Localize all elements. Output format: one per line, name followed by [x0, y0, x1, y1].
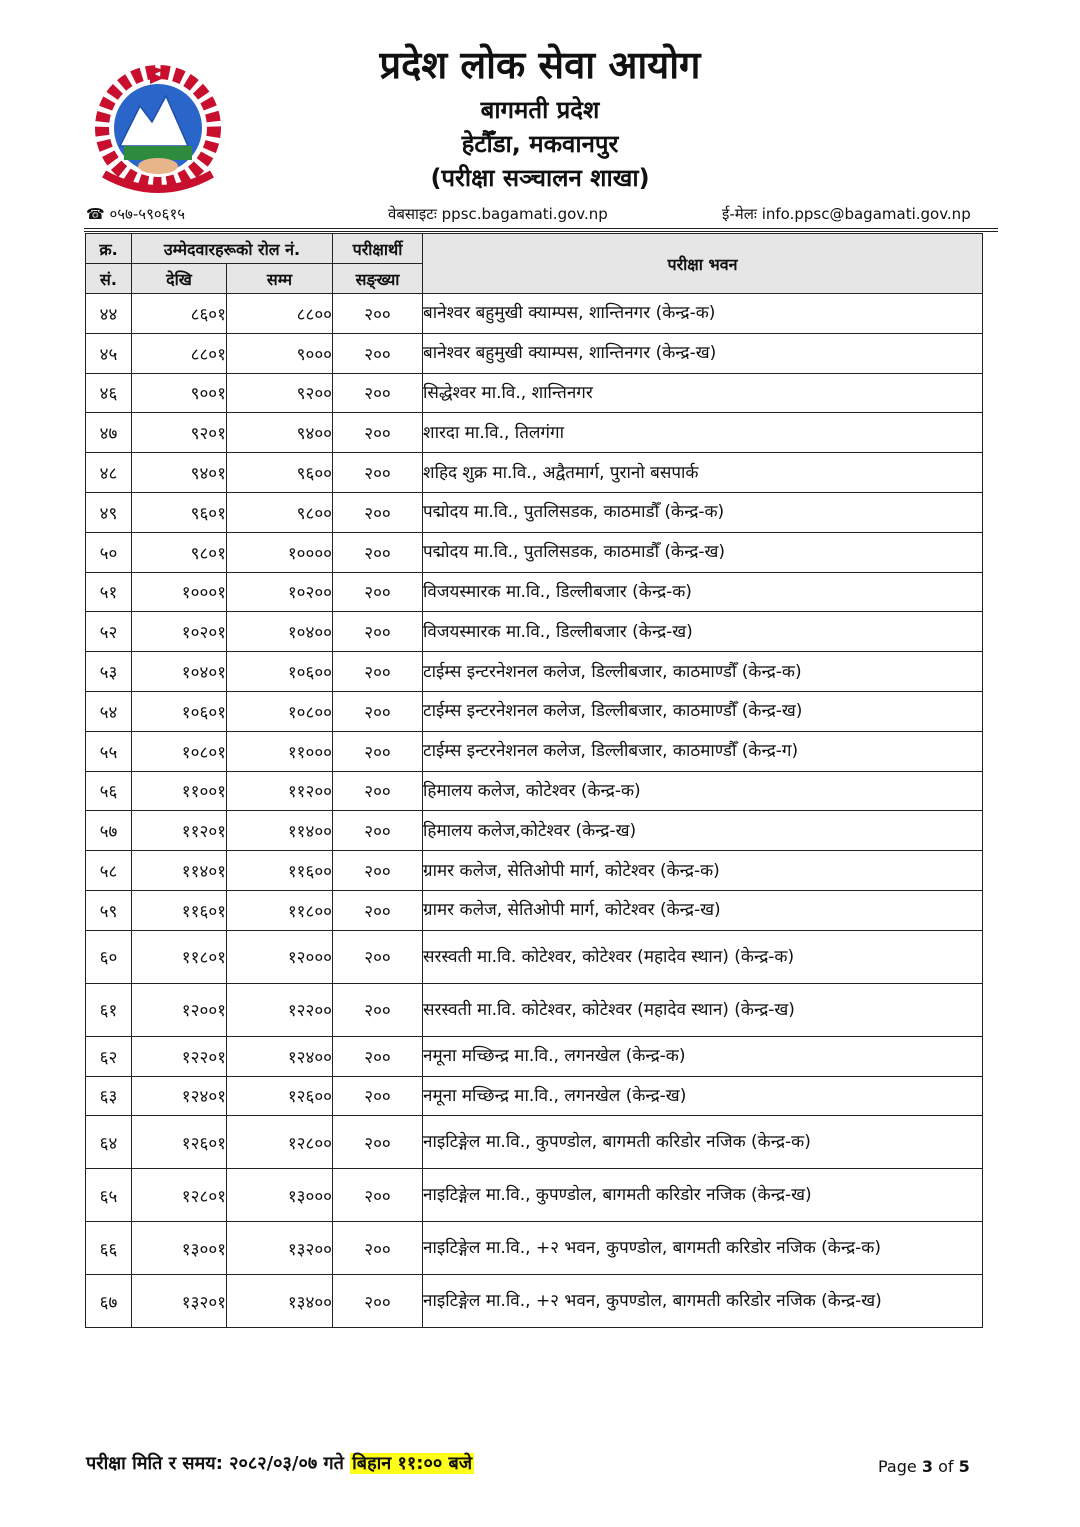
- table-row: [86, 572, 983, 612]
- row-roll-to: १०६००: [227, 652, 333, 692]
- table-row: [86, 1116, 983, 1169]
- row-venue: शहिद शुक्र मा.वि., अद्वैतमार्ग, पुरानो बसपार्क: [423, 453, 983, 493]
- row-roll-from: ११८०१: [132, 930, 227, 983]
- exam-date-label: परीक्षा मिति र समय: २०८२/०३/०७ गते: [86, 1453, 344, 1474]
- row-venue: बानेश्वर बहुमुखी क्याम्पस, शान्तिनगर (केन्द्र-क): [423, 294, 983, 334]
- row-venue: नमूना मच्छिन्द्र मा.वि., लगनखेल (केन्द्र-ख): [423, 1076, 983, 1116]
- row-roll-from: १२४०१: [132, 1076, 227, 1116]
- row-count: २००: [333, 532, 423, 572]
- row-sn: ६२: [86, 1036, 132, 1076]
- row-sn: ५२: [86, 612, 132, 652]
- row-roll-to: ११०००: [227, 731, 333, 771]
- page-word: Page: [878, 1457, 917, 1476]
- row-venue: सिद्धेश्वर मा.वि., शान्तिनगर: [423, 373, 983, 413]
- row-roll-from: १०८०१: [132, 731, 227, 771]
- exam-time-highlight: बिहान ११:०० बजे: [352, 1453, 473, 1474]
- row-roll-from: १२००१: [132, 983, 227, 1036]
- row-count: २००: [333, 413, 423, 453]
- table-row: [86, 373, 983, 413]
- row-sn: ६३: [86, 1076, 132, 1116]
- row-roll-to: १३२००: [227, 1222, 333, 1275]
- table-row: [86, 890, 983, 930]
- row-roll-from: ११२०१: [132, 811, 227, 851]
- table-row: [86, 294, 983, 334]
- row-roll-to: १२६००: [227, 1076, 333, 1116]
- page-of: of: [938, 1457, 954, 1476]
- table-row: [86, 1036, 983, 1076]
- row-count: २००: [333, 373, 423, 413]
- row-sn: ५३: [86, 652, 132, 692]
- row-sn: ४५: [86, 333, 132, 373]
- row-venue: विजयस्मारक मा.वि., डिल्लीबजार (केन्द्र-क): [423, 572, 983, 612]
- row-roll-from: ८६०१: [132, 294, 227, 334]
- row-roll-to: ९०००: [227, 333, 333, 373]
- row-venue: हिमालय कलेज, कोटेश्वर (केन्द्र-क): [423, 771, 983, 811]
- row-count: २००: [333, 612, 423, 652]
- row-venue: बानेश्वर बहुमुखी क्याम्पस, शान्तिनगर (केन्द्र-ख): [423, 333, 983, 373]
- row-count: २००: [333, 1036, 423, 1076]
- row-venue: नाइटिङ्गेल मा.वि., कुपण्डोल, बागमती करिडोर नजिक (केन्द्र-क): [423, 1116, 983, 1169]
- page-indicator: [878, 1456, 970, 1478]
- header-divider: [84, 228, 998, 232]
- row-count: २००: [333, 1222, 423, 1275]
- row-sn: ६५: [86, 1169, 132, 1222]
- row-roll-from: ११००१: [132, 771, 227, 811]
- row-count: २००: [333, 890, 423, 930]
- row-count: २००: [333, 1169, 423, 1222]
- row-roll-to: ९४००: [227, 413, 333, 453]
- section-name: (परीक्षा सञ्चालन शाखा): [430, 164, 650, 192]
- row-sn: ५७: [86, 811, 132, 851]
- row-sn: ४४: [86, 294, 132, 334]
- row-venue: टाईम्स इन्टरनेशनल कलेज, डिल्लीबजार, काठमाण्डौँ (केन्द्र-ग): [423, 731, 983, 771]
- row-count: २००: [333, 811, 423, 851]
- table-row: [86, 413, 983, 453]
- row-venue: टाईम्स इन्टरनेशनल कलेज, डिल्लीबजार, काठमाण्डौँ (केन्द्र-ख): [423, 691, 983, 731]
- row-sn: ४७: [86, 413, 132, 453]
- row-sn: ६०: [86, 930, 132, 983]
- row-sn: ६६: [86, 1222, 132, 1275]
- row-count: २००: [333, 1116, 423, 1169]
- phone-number: ☎ ०५७-५९०६१५: [86, 205, 186, 223]
- table-row: [86, 811, 983, 851]
- row-venue: सरस्वती मा.वि. कोटेश्वर, कोटेश्वर (महादेव स्थान) (केन्द्र-क): [423, 930, 983, 983]
- row-sn: ६१: [86, 983, 132, 1036]
- table-row: [86, 851, 983, 891]
- row-count: २००: [333, 1076, 423, 1116]
- table-row: [86, 1275, 983, 1328]
- row-roll-to: ९८००: [227, 492, 333, 532]
- row-roll-to: १००००: [227, 532, 333, 572]
- row-roll-from: ८८०१: [132, 333, 227, 373]
- row-roll-to: १३०००: [227, 1169, 333, 1222]
- header-count: परीक्षार्थी: [333, 234, 423, 264]
- email-text: ई-मेलः info.ppsc@bagamati.gov.np: [722, 205, 971, 223]
- row-sn: ५९: [86, 890, 132, 930]
- row-roll-from: ९४०१: [132, 453, 227, 493]
- header-sn-2: सं.: [86, 264, 132, 294]
- header-venue: परीक्षा भवन: [423, 234, 983, 294]
- row-roll-to: ८८००: [227, 294, 333, 334]
- table-row: [86, 1169, 983, 1222]
- table-row: [86, 731, 983, 771]
- row-roll-from: १०४०१: [132, 652, 227, 692]
- table-row: [86, 612, 983, 652]
- website-text: वेबसाइटः ppsc.bagamati.gov.np: [388, 205, 608, 223]
- table-row: [86, 453, 983, 493]
- row-venue: विजयस्मारक मा.वि., डिल्लीबजार (केन्द्र-ख): [423, 612, 983, 652]
- row-count: २००: [333, 930, 423, 983]
- row-sn: ६७: [86, 1275, 132, 1328]
- row-roll-to: ९६००: [227, 453, 333, 493]
- row-sn: ५४: [86, 691, 132, 731]
- exam-date-time: [86, 1450, 474, 1478]
- row-count: २००: [333, 771, 423, 811]
- row-venue: हिमालय कलेज,कोटेश्वर (केन्द्र-ख): [423, 811, 983, 851]
- row-roll-to: ११४००: [227, 811, 333, 851]
- row-venue: नमूना मच्छिन्द्र मा.वि., लगनखेल (केन्द्र-क): [423, 1036, 983, 1076]
- row-venue: नाइटिङ्गेल मा.वि., +२ भवन, कुपण्डोल, बागमती करिडोर नजिक (केन्द्र-ख): [423, 1275, 983, 1328]
- row-sn: ६४: [86, 1116, 132, 1169]
- row-roll-from: १२८०१: [132, 1169, 227, 1222]
- table-row: [86, 930, 983, 983]
- row-roll-to: ११२००: [227, 771, 333, 811]
- row-roll-to: १२४००: [227, 1036, 333, 1076]
- header-roll: उम्मेदवारहरूको रोल नं.: [132, 234, 333, 264]
- table-row: [86, 1076, 983, 1116]
- header-to: सम्म: [227, 264, 333, 294]
- row-venue: शारदा मा.वि., तिलगंगा: [423, 413, 983, 453]
- table-row: [86, 333, 983, 373]
- row-roll-from: ११६०१: [132, 890, 227, 930]
- row-count: २००: [333, 492, 423, 532]
- row-roll-to: ९२००: [227, 373, 333, 413]
- row-count: २००: [333, 294, 423, 334]
- table-row: [86, 691, 983, 731]
- row-roll-from: ९२०१: [132, 413, 227, 453]
- row-roll-from: १०२०१: [132, 612, 227, 652]
- row-roll-from: १३२०१: [132, 1275, 227, 1328]
- row-count: २००: [333, 453, 423, 493]
- row-roll-to: १२८००: [227, 1116, 333, 1169]
- row-venue: नाइटिङ्गेल मा.वि., +२ भवन, कुपण्डोल, बागमती करिडोर नजिक (केन्द्र-क): [423, 1222, 983, 1275]
- table-row: [86, 492, 983, 532]
- row-sn: ४८: [86, 453, 132, 493]
- table-row: [86, 1222, 983, 1275]
- province-name: बागमती प्रदेश: [480, 96, 600, 124]
- row-roll-to: १०८००: [227, 691, 333, 731]
- row-sn: ५१: [86, 572, 132, 612]
- row-roll-to: १३४००: [227, 1275, 333, 1328]
- table-row: [86, 532, 983, 572]
- row-venue: टाईम्स इन्टरनेशनल कलेज, डिल्लीबजार, काठमाण्डौँ (केन्द्र-क): [423, 652, 983, 692]
- row-count: २००: [333, 333, 423, 373]
- row-count: २००: [333, 1275, 423, 1328]
- row-sn: ५६: [86, 771, 132, 811]
- row-venue: ग्रामर कलेज, सेतिओपी मार्ग, कोटेश्वर (केन्द्र-क): [423, 851, 983, 891]
- row-roll-from: ९६०१: [132, 492, 227, 532]
- table-row: [86, 983, 983, 1036]
- row-roll-to: १०२००: [227, 572, 333, 612]
- row-venue: पद्मोदय मा.वि., पुतलिसडक, काठमाडौँ (केन्द्र-क): [423, 492, 983, 532]
- row-count: २००: [333, 851, 423, 891]
- table-row: [86, 652, 983, 692]
- commission-title: प्रदेश लोक सेवा आयोग: [379, 43, 701, 87]
- row-roll-from: १३००१: [132, 1222, 227, 1275]
- row-venue: सरस्वती मा.वि. कोटेश्वर, कोटेश्वर (महादेव स्थान) (केन्द्र-ख): [423, 983, 983, 1036]
- row-roll-to: ११८००: [227, 890, 333, 930]
- row-roll-to: १२२००: [227, 983, 333, 1036]
- exam-venue-table: [85, 233, 983, 1328]
- row-venue: पद्मोदय मा.वि., पुतलिसडक, काठमाडौँ (केन्द्र-ख): [423, 532, 983, 572]
- header-from: देखि: [132, 264, 227, 294]
- row-roll-from: १२२०१: [132, 1036, 227, 1076]
- row-sn: ५८: [86, 851, 132, 891]
- row-roll-from: १२६०१: [132, 1116, 227, 1169]
- header-sn: क्र.: [86, 234, 132, 264]
- nepal-emblem-logo: [84, 62, 232, 198]
- office-location: हेटौँडा, मकवानपुर: [461, 130, 619, 158]
- row-count: २००: [333, 652, 423, 692]
- table-row: [86, 771, 983, 811]
- row-count: २००: [333, 691, 423, 731]
- row-sn: ५०: [86, 532, 132, 572]
- row-sn: ४६: [86, 373, 132, 413]
- row-count: २००: [333, 572, 423, 612]
- page-current: 3: [921, 1457, 933, 1476]
- row-roll-from: १०६०१: [132, 691, 227, 731]
- row-roll-from: ९८०१: [132, 532, 227, 572]
- row-sn: ५५: [86, 731, 132, 771]
- row-sn: ४९: [86, 492, 132, 532]
- row-roll-to: १२०००: [227, 930, 333, 983]
- row-count: २००: [333, 983, 423, 1036]
- row-roll-to: १०४००: [227, 612, 333, 652]
- row-roll-from: ९००१: [132, 373, 227, 413]
- row-venue: ग्रामर कलेज, सेतिओपी मार्ग, कोटेश्वर (केन्द्र-ख): [423, 890, 983, 930]
- row-roll-to: ११६००: [227, 851, 333, 891]
- row-count: २००: [333, 731, 423, 771]
- row-roll-from: १०००१: [132, 572, 227, 612]
- row-venue: नाइटिङ्गेल मा.वि., कुपण्डोल, बागमती करिडोर नजिक (केन्द्र-ख): [423, 1169, 983, 1222]
- row-roll-from: ११४०१: [132, 851, 227, 891]
- page-total: 5: [958, 1457, 970, 1476]
- header-count-2: सङ्ख्या: [333, 264, 423, 294]
